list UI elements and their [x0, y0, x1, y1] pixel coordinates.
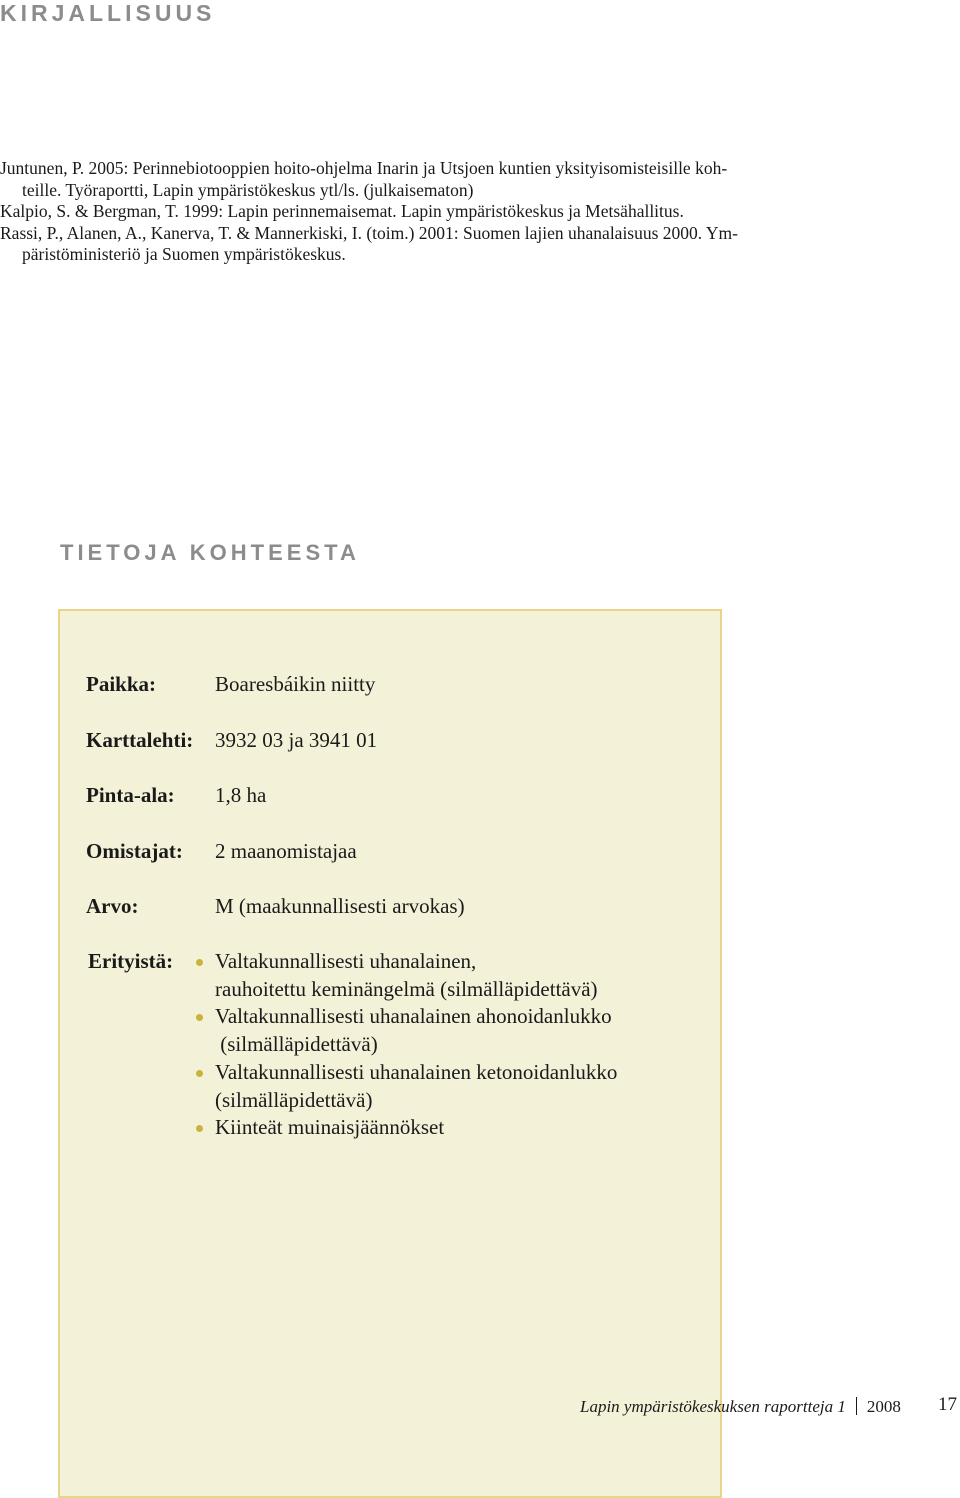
page-footer — [580, 1396, 901, 1418]
page-number: 17 — [938, 1394, 957, 1415]
info-value: 3932 03 ja 3941 01 — [215, 728, 378, 752]
site-info-heading: TIETOJA KOHTEESTA — [60, 540, 360, 565]
publication-series: Lapin ympäristökeskuksen raportteja — [580, 1397, 834, 1416]
info-value: Boaresbáikin niitty — [215, 672, 376, 696]
issue-number: 1 — [837, 1397, 846, 1416]
list-item: Valtakunnallisesti uhanalainen, rauhoitettu keminängelmä (silmälläpidettävä) — [86, 948, 617, 1003]
bullet-icon — [196, 1070, 203, 1077]
footer-divider — [856, 1397, 857, 1415]
bullet-icon — [196, 1125, 203, 1132]
list-item: Kiinteät muinaisjäännökset — [86, 1114, 617, 1142]
info-label: Pinta-ala: — [86, 783, 175, 807]
info-label: Paikka: — [86, 672, 157, 696]
info-value: 1,8 ha — [215, 783, 267, 807]
special-features — [86, 948, 617, 1142]
info-label: Arvo: — [86, 894, 139, 918]
list-item: Valtakunnallisesti uhanalainen ahonoidanlukko (silmälläpidettävä) — [86, 1003, 617, 1058]
bullet-icon — [196, 1014, 203, 1021]
info-value: M (maakunnallisesti arvokas) — [215, 894, 465, 918]
reference-list — [0, 158, 800, 266]
reference-item: Kalpio, S. & Bergman, T. 1999: Lapin perinnemaisemat. Lapin ympäristökeskus ja Metsähallitus. — [0, 201, 684, 221]
list-item: Valtakunnallisesti uhanalainen ketonoidanlukko (silmälläpidettävä) — [86, 1059, 617, 1114]
info-label: Erityistä: — [88, 949, 174, 973]
info-label: Omistajat: — [86, 839, 183, 863]
bullet-icon — [196, 959, 203, 966]
publication-year: 2008 — [866, 1397, 901, 1416]
info-label: Karttalehti: — [86, 728, 194, 752]
reference-item: Rassi, P., Alanen, A., Kanerva, T. & Mannerkiski, I. (toim.) 2001: Suomen lajien uhanalaisuus 2000. Ym- päristöministeriö ja Suomen ympäristökeskus. — [0, 222, 738, 264]
info-value: 2 maanomistajaa — [215, 839, 357, 863]
bibliography-heading: KIRJALLISUUS — [0, 0, 216, 26]
site-info-box — [58, 609, 722, 1498]
reference-item: Juntunen, P. 2005: Perinnebiotooppien hoito-ohjelma Inarin ja Utsjoen kuntien yksityisomisteisille koh- teille. Työraportti, Lapin ympäristökeskus ytl/ls. (julkaisematon) — [0, 158, 728, 200]
